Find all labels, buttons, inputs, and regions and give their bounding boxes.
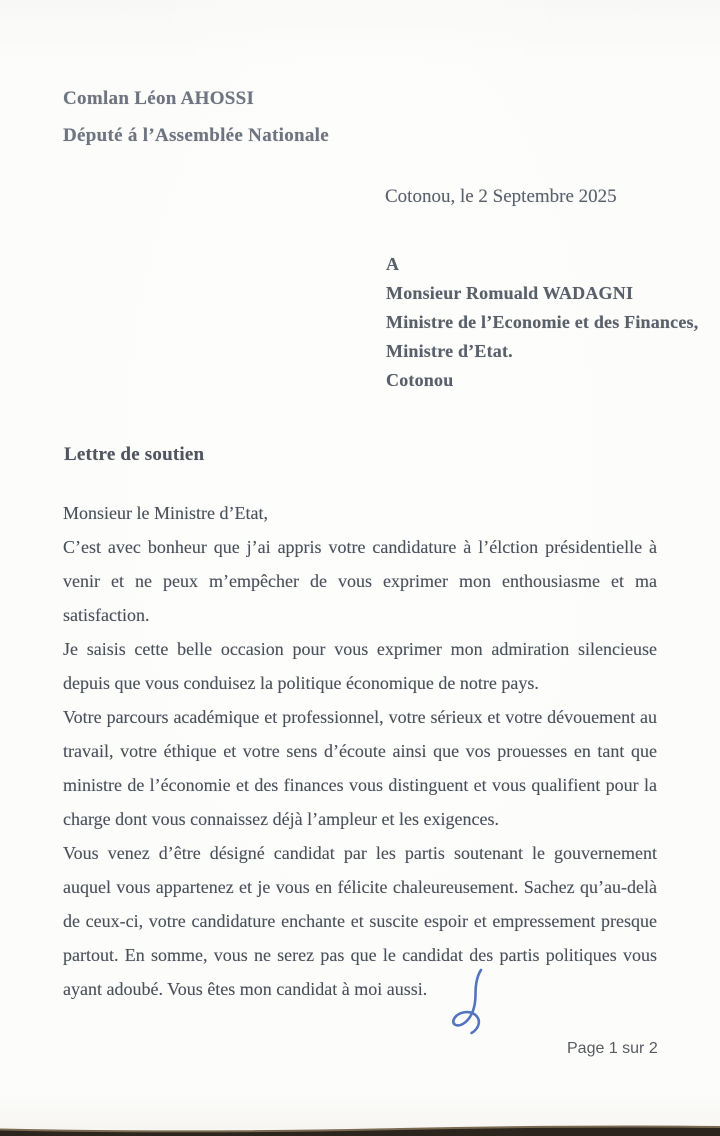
signature-paraph-icon <box>448 966 500 1036</box>
paragraph: Votre parcours académique et professionnel, votre sérieux et votre dévouement au travail, votre éthique et votre sens d’écoute ainsi que vos prouesses en tant que ministre de l’économie et des finances vous distinguent et vous qualifient pour la charge dont vous connaissez déjà l’ampleur et les exigences. <box>63 707 657 829</box>
sender-block <box>63 80 329 154</box>
paragraph: Vous venez d’être désigné candidat par les partis soutenant le gouvernement auquel vous appartenez et je vous en félicite chaleureusement. Sachez qu’au-delà de ceux-ci, votre candidature enchante et suscite espoir et empressement presque partout. En somme, vous ne serez pas que le candidat des partis politiques vous ayant adoubé. Vous êtes mon candidat à moi aussi. <box>63 843 657 999</box>
paragraph: Je saisis cette belle occasion pour vous exprimer mon admiration silencieuse depuis que vous conduisez la politique économique de notre pays. <box>63 639 657 693</box>
salutation: Monsieur le Ministre d’Etat, <box>63 503 268 523</box>
paper-bottom-edge <box>0 1120 720 1136</box>
page-indicator: Page 1 sur 2 <box>567 1040 658 1057</box>
sender-name: Comlan Léon AHOSSI <box>63 88 255 109</box>
recipient-line: Cotonou <box>386 370 454 390</box>
letter-body <box>63 496 657 1006</box>
recipient-block <box>386 250 698 395</box>
recipient-line: Ministre d’Etat. <box>386 341 513 361</box>
subject-line: Lettre de soutien <box>64 444 205 465</box>
dateline: Cotonou, le 2 Septembre 2025 <box>385 186 617 207</box>
paragraph: C’est avec bonheur que j’ai appris votre candidature à l’élction présidentielle à venir et ne peux m’empêcher de vous exprimer mon enthousiasme et ma satisfaction. <box>63 537 657 625</box>
recipient-line: Monsieur Romuald WADAGNI <box>386 283 634 303</box>
sender-title: Député á l’Assemblée Nationale <box>63 125 329 146</box>
recipient-intro: A <box>386 254 400 274</box>
recipient-line: Ministre de l’Economie et des Finances, <box>386 312 699 332</box>
